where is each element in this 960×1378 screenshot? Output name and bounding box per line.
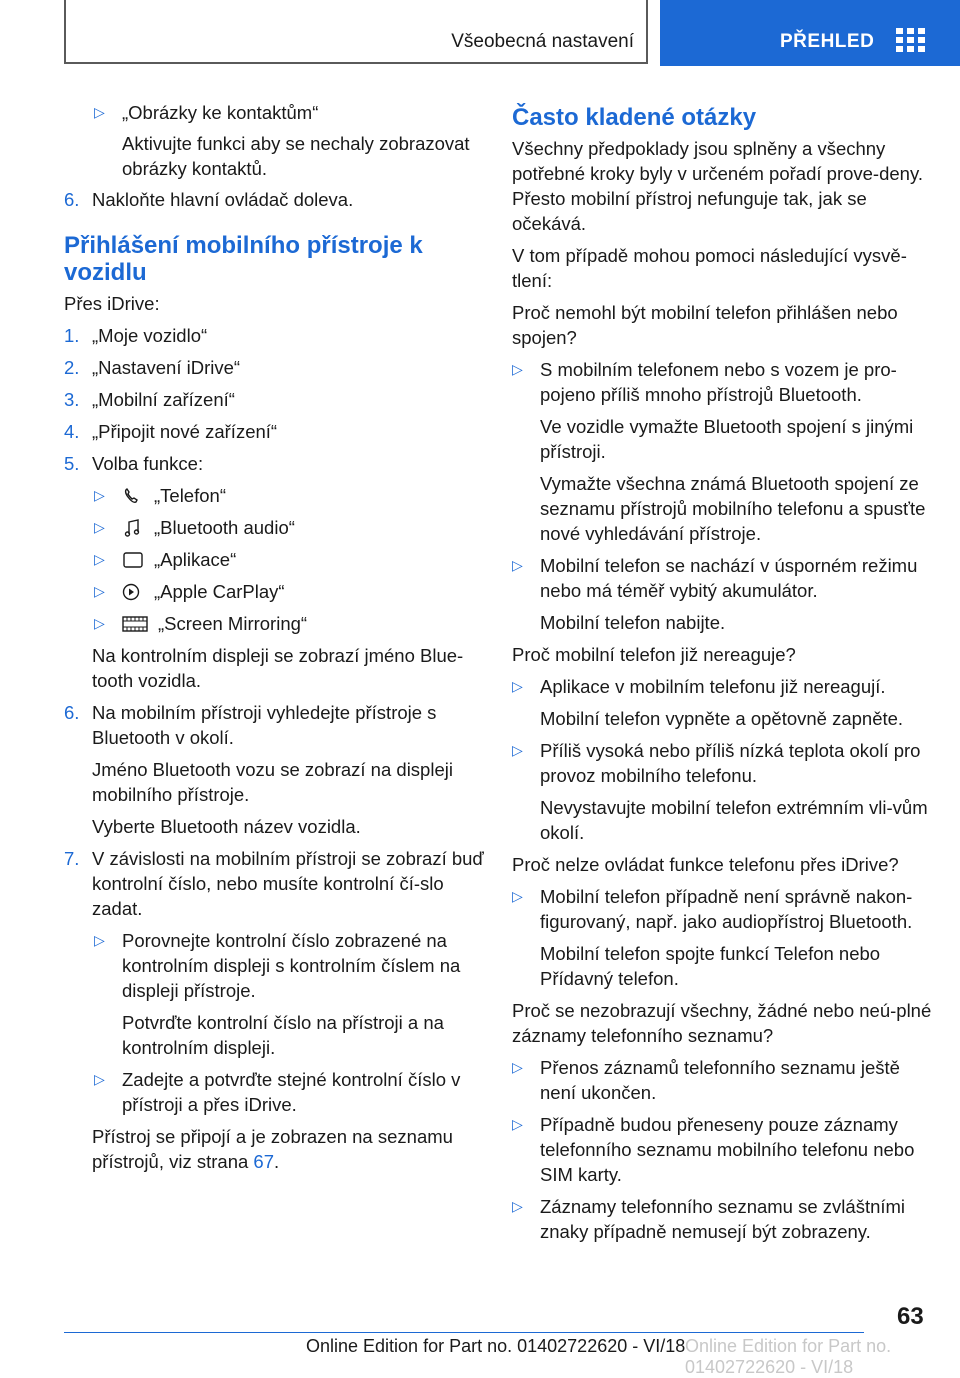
apps-icon (122, 551, 144, 569)
function-telefon (92, 483, 484, 508)
step-5 (64, 451, 484, 476)
bullet-note: Nevystavujte mobilní telefon extrémním vli‐vům okolí. (540, 797, 928, 843)
bullet-label: „Obrázky ke kontaktům“ (122, 102, 319, 123)
step-6 (64, 187, 484, 212)
overview-label: PŘEHLED (780, 31, 875, 52)
step-2 (64, 355, 484, 380)
step-text: „Připojit nové zařízení“ (92, 421, 278, 442)
step-number: 1. (64, 325, 80, 346)
final-text: Přístroj se připojí a je zobrazen na seznamu přístrojů, viz strana 67. (92, 1126, 453, 1172)
bullet-text: Přenos záznamů telefonního seznamu ještě není ukončen. (540, 1057, 900, 1103)
bullet-icon: ▷ (512, 361, 523, 377)
function-carplay (92, 579, 484, 604)
step-number: 5. (64, 453, 80, 474)
bullet-icon: ▷ (512, 1116, 523, 1132)
bullet-text: Příliš vysoká nebo příliš nízká teplota okolí pro provoz mobilního telefonu. (540, 740, 921, 786)
page-link[interactable]: 67 (253, 1151, 274, 1172)
step-number: 2. (64, 357, 80, 378)
bullet-icon: ▷ (94, 615, 105, 631)
music-note-icon (122, 519, 144, 537)
bullet-text: Zadejte a potvrďte stejné kontrolní číslo v přístroji a přes iDrive. (122, 1069, 461, 1115)
function-label: „Apple CarPlay“ (154, 581, 285, 602)
step-number: 7. (64, 848, 80, 869)
function-label: „Bluetooth audio“ (154, 517, 295, 538)
step-number: 4. (64, 421, 80, 442)
section-title: Všeobecná nastavení (451, 31, 634, 52)
function-label: „Screen Mirroring“ (158, 613, 308, 634)
bullet-icon: ▷ (512, 888, 523, 904)
section-heading: Přihlášení mobilního přístroje k vozidlu (64, 232, 423, 286)
function-label: „Aplikace“ (154, 549, 237, 570)
bullet-icon: ▷ (512, 557, 523, 573)
step-7-bullet-1 (92, 928, 484, 1060)
step-text: Na mobilním přístroji vyhledejte přístroje s Bluetooth v okolí. (92, 702, 437, 748)
bullet-icon: ▷ (94, 551, 105, 567)
carplay-icon (122, 583, 144, 601)
step-3 (64, 387, 484, 412)
step-text: V závislosti na mobilním přístroji se zobrazí buď kontrolní číslo, nebo musíte kontrolní čí‐slo zadat. (92, 848, 484, 919)
bullet-text: Mobilní telefon se nachází v úsporném režimu nebo má téměř vybitý akumulátor. (540, 555, 918, 601)
step-text: „Mobilní zařízení“ (92, 389, 235, 410)
q4-bullet-1 (512, 1055, 932, 1105)
q4-bullet-2 (512, 1112, 932, 1187)
bullet-icon: ▷ (94, 932, 105, 948)
q4-bullet-3 (512, 1194, 932, 1244)
bullet-note: Ve vozidle vymažte Bluetooth spojení s jinými přístroji. (540, 416, 914, 462)
step-text: Nakloňte hlavní ovládač doleva. (92, 189, 354, 210)
bullet-icon: ▷ (512, 742, 523, 758)
function-screen-mirroring (92, 611, 484, 636)
question-4: Proč se nezobrazují všechny, žádné nebo neú‐plné záznamy telefonního seznamu? (512, 1000, 932, 1046)
q1-bullet-1 (512, 357, 932, 546)
q3-bullet-1 (512, 884, 932, 991)
footer-divider (64, 1332, 864, 1333)
step-number: 6. (64, 189, 80, 210)
bullet-text: Aktivujte funkci aby se nechaly zobrazovat obrázky kontaktů. (122, 133, 470, 179)
right-column (512, 100, 932, 1244)
step-6b (64, 700, 484, 839)
faq-intro-2: V tom případě mohou pomoci následující vysvě‐tlení: (512, 245, 907, 291)
step-note: Vyberte Bluetooth název vozidla. (92, 816, 361, 837)
step-7-bullet-2 (92, 1067, 484, 1117)
question-2: Proč mobilní telefon již nereaguje? (512, 644, 796, 665)
bullet-note: Vymažte všechna známá Bluetooth spojení ze seznamu přístrojů mobilního telefonu a spusťte nové vyhledávání přístroje. (540, 473, 926, 544)
step-7 (64, 846, 484, 1174)
bullet-text: Porovnejte kontrolní číslo zobrazené na kontrolním displeji s kontrolním číslem na displeji přístroje. (122, 930, 461, 1001)
bullet-icon: ▷ (94, 519, 105, 535)
bullet-note: Mobilní telefon vypněte a opětovně zapněte. (540, 708, 904, 729)
step-note: Jméno Bluetooth vozu se zobrazí na displeji mobilního přístroje. (92, 759, 453, 805)
left-column (64, 100, 484, 1174)
function-aplikace (92, 547, 484, 572)
footer-edition: Online Edition for Part no. 01402722620 - VI/18 (306, 1336, 686, 1356)
step-4 (64, 419, 484, 444)
bullet-text: Aplikace v mobilním telefonu již nereagují. (540, 676, 886, 697)
function-bluetooth-audio (92, 515, 484, 540)
step-text: „Nastavení iDrive“ (92, 357, 241, 378)
bullet-photos (64, 100, 484, 181)
question-3: Proč nelze ovládat funkce telefonu přes iDrive? (512, 854, 899, 875)
bullet-icon: ▷ (94, 104, 105, 120)
bullet-text: Záznamy telefonního seznamu se zvláštními znaky případně nemusejí být zobrazeny. (540, 1196, 906, 1242)
grid-icon (896, 28, 926, 52)
step-number: 3. (64, 389, 80, 410)
bullet-icon: ▷ (512, 678, 523, 694)
function-label: „Telefon“ (154, 485, 226, 506)
question-1: Proč nemohl být mobilní telefon přihlášen nebo spojen? (512, 302, 898, 348)
header-section-box (64, 0, 648, 64)
page-number: 63 (897, 1303, 924, 1330)
q1-bullet-2 (512, 553, 932, 635)
after-functions-text: Na kontrolním displeji se zobrazí jméno Blue‐tooth vozidla. (92, 645, 464, 691)
bullet-text: S mobilním telefonem nebo s vozem je pro‐pojeno příliš mnoho přístrojů Bluetooth. (540, 359, 897, 405)
bullet-text: Mobilní telefon případně není správně nakon‐figurovaný, např. jako audiopřístroj Bluetooth. (540, 886, 913, 932)
phone-icon (122, 487, 144, 505)
faq-intro-1: Všechny předpoklady jsou splněny a všechny potřebné kroky byly v určeném pořadí prove‐deny. Přesto mobilní přístroj nefunguje tak, jak se očekává. (512, 138, 923, 234)
bullet-text: Případně budou přeneseny pouze záznamy telefonního seznamu mobilního telefonu nebo SIM karty. (540, 1114, 915, 1185)
faq-heading: Často kladené otázky (512, 104, 757, 131)
bullet-icon: ▷ (512, 1059, 523, 1075)
q2-bullet-1 (512, 674, 932, 731)
bullet-note: Potvrďte kontrolní číslo na přístroji a na kontrolním displeji. (122, 1012, 444, 1058)
intro-text: Přes iDrive: (64, 293, 160, 314)
step-number: 6. (64, 702, 80, 723)
bullet-icon: ▷ (94, 487, 105, 503)
bullet-icon: ▷ (512, 1198, 523, 1214)
watermark: Online Edition for Part no. 01402722620 - VI/18 (685, 1336, 892, 1377)
overview-tab[interactable] (660, 0, 960, 66)
screen-mirroring-icon (122, 615, 148, 633)
bullet-note: Mobilní telefon spojte funkcí Telefon nebo Přídavný telefon. (540, 943, 881, 989)
bullet-icon: ▷ (94, 1071, 105, 1087)
bullet-note: Mobilní telefon nabijte. (540, 612, 726, 633)
q2-bullet-2 (512, 738, 932, 845)
step-text: Volba funkce: (92, 453, 204, 474)
bullet-icon: ▷ (94, 583, 105, 599)
step-1 (64, 323, 484, 348)
step-text: „Moje vozidlo“ (92, 325, 208, 346)
